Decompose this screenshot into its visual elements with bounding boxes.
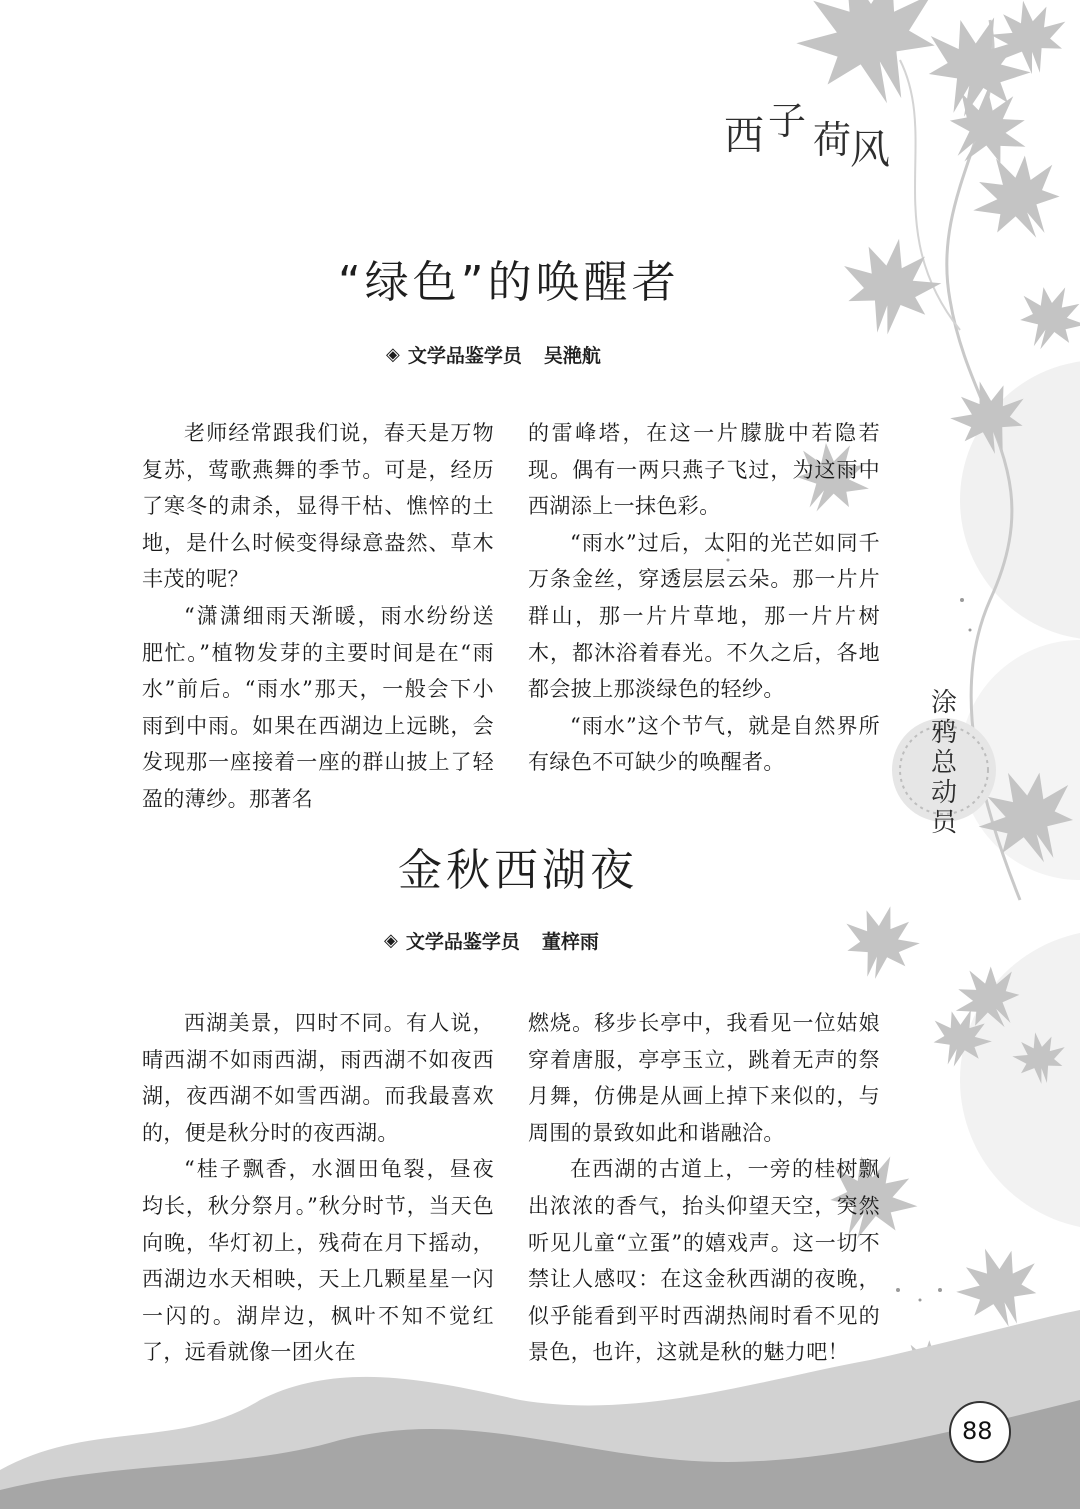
byline-author: 董梓雨 — [541, 931, 599, 953]
article1-title: “绿色”的唤醒者 — [338, 257, 680, 308]
article1-column-left — [142, 415, 494, 818]
diamond-bullet-icon: ◈ — [386, 344, 400, 365]
article2-column-left — [142, 1005, 494, 1371]
header-char: 西 — [724, 113, 764, 159]
header-char: 风 — [850, 127, 890, 173]
paragraph: “雨水”这个节气，就是自然界所有绿色不可缺少的唤醒者。 — [528, 713, 880, 775]
paragraph: “桂子飘香，水涸田龟裂，昼夜均长，秋分祭月。”秋分时节，当天色向晚，华灯初上，残荷在月下摇动，西湖边水天相映，天上几颗星星一闪一闪的。湖岸边，枫叶不知不觉红了，远看就像一团火在 — [142, 1157, 494, 1365]
byline-role: 文学品鉴学员 — [405, 931, 520, 953]
article1-byline — [386, 341, 601, 368]
side-label-char: 涂 — [930, 688, 957, 718]
header-char: 荷 — [813, 118, 852, 162]
paragraph: 西湖美景，四时不同。有人说，晴西湖不如雨西湖，雨西湖不如夜西湖，夜西湖不如雪西湖。而我最喜欢的，便是秋分时的夜西湖。 — [142, 1011, 494, 1145]
side-column-label — [926, 688, 962, 838]
byline-role: 文学品鉴学员 — [407, 345, 522, 367]
page-number: 88 — [962, 1417, 993, 1445]
paragraph: 在西湖的古道上，一旁的桂树飘出浓浓的香气，抬头仰望天空，突然听见儿童“立蛋”的嬉戏声。这一切不禁让人感叹：在这金秋西湖的夜晚，似乎能看到平时西湖热闹时看不见的景色，也许，这就是秋的魅力吧！ — [528, 1157, 880, 1365]
header-char: 子 — [768, 99, 807, 143]
article2-column-right — [528, 1005, 880, 1371]
article1-column-right — [528, 415, 880, 781]
paragraph: 老师经常跟我们说，春天是万物复苏，莺歌燕舞的季节。可是，经历了寒冬的肃杀，显得干枯、憔悴的土地，是什么时候变得绿意盎然、草木丰茂的呢？ — [142, 421, 494, 592]
paragraph-continued: 的雷峰塔，在这一片朦胧中若隐若现。偶有一两只燕子飞过，为这雨中西湖添上一抹色彩。 — [528, 421, 880, 519]
paragraph-continued: 燃烧。移步长亭中，我看见一位姑娘穿着唐服，亭亭玉立，跳着无声的祭月舞，仿佛是从画上掉下来似的，与周围的景致如此和谐融洽。 — [528, 1011, 880, 1145]
side-label-char: 总 — [930, 748, 957, 778]
decor-circle — [960, 930, 1080, 1230]
article2-title: 金秋西湖夜 — [398, 845, 638, 896]
diamond-bullet-icon: ◈ — [384, 930, 398, 951]
article2-byline — [384, 927, 599, 954]
paragraph: “雨水”过后，太阳的光芒如同千万条金丝，穿透层层云朵。那一片片群山，那一片片草地，那一片片树木，都沐浴着春光。不久之后，各地都会披上那淡绿色的轻纱。 — [528, 530, 880, 702]
side-label-char: 员 — [930, 808, 957, 838]
side-label-char: 鸦 — [930, 718, 957, 748]
byline-author: 吴滟航 — [543, 345, 601, 367]
paragraph: “潇潇细雨天渐暖，雨水纷纷送肥忙。”植物发芽的主要时间是在“雨水”前后。“雨水”那天，一般会下小雨到中雨。如果在西湖边上远眺，会发现那一座接着一座的群山披上了轻盈的薄纱。那著名 — [142, 603, 494, 811]
side-label-char: 动 — [930, 778, 957, 808]
